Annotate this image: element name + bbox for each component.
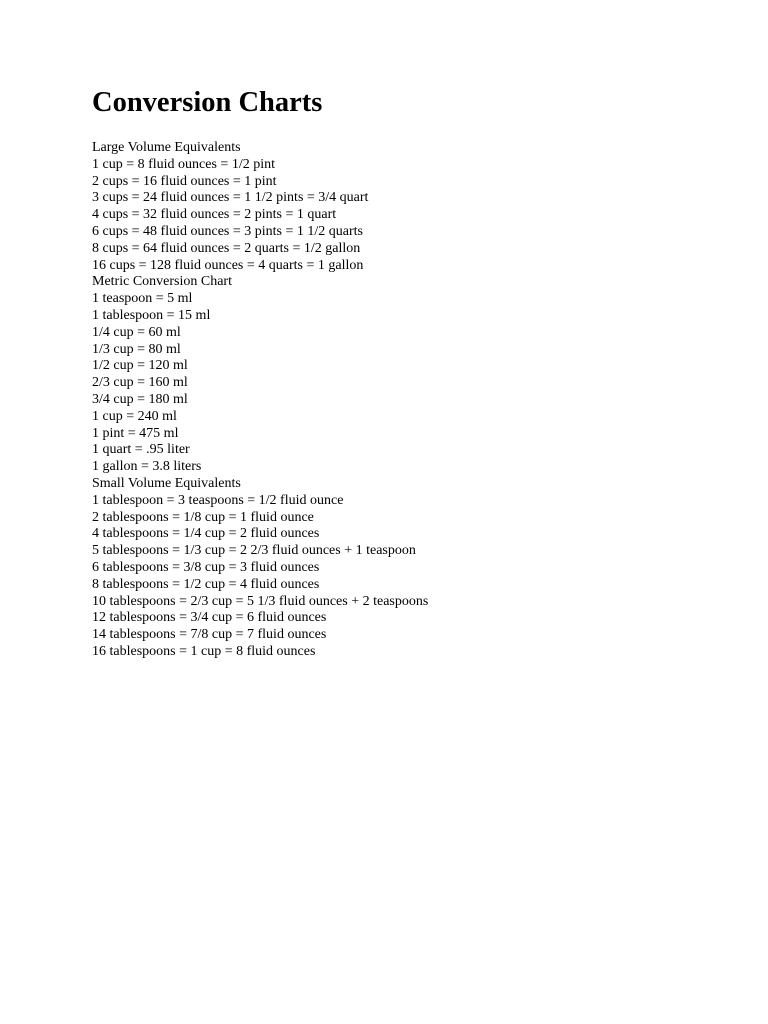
conversion-line: 3/4 cup = 180 ml	[92, 391, 188, 407]
conversion-line: 12 tablespoons = 3/4 cup = 6 fluid ounces	[92, 610, 327, 626]
conversion-line: 6 tablespoons = 3/8 cup = 3 fluid ounces	[92, 559, 320, 575]
conversion-line: 2 tablespoons = 1/8 cup = 1 fluid ounce	[92, 509, 314, 525]
conversion-line: 4 cups = 32 fluid ounces = 2 pints = 1 quart	[92, 207, 337, 223]
conversion-line: 16 tablespoons = 1 cup = 8 fluid ounces	[92, 643, 316, 659]
page-title: Conversion Charts	[92, 87, 323, 118]
conversion-line: 1/4 cup = 60 ml	[92, 324, 181, 340]
section-large-volume	[92, 140, 732, 274]
section-metric	[92, 274, 732, 476]
conversion-line: 16 cups = 128 fluid ounces = 4 quarts = 1 gallon	[92, 257, 364, 273]
conversion-line: 8 cups = 64 fluid ounces = 2 quarts = 1/2 gallon	[92, 240, 361, 256]
conversion-line: 5 tablespoons = 1/3 cup = 2 2/3 fluid ounces + 1 teaspoon	[92, 543, 416, 559]
conversion-line: 1 cup = 240 ml	[92, 408, 177, 424]
conversion-line: 6 cups = 48 fluid ounces = 3 pints = 1 1/2 quarts	[92, 223, 363, 239]
conversion-line: 1 tablespoon = 15 ml	[92, 307, 211, 323]
conversion-line: 2 cups = 16 fluid ounces = 1 pint	[92, 173, 277, 189]
conversion-line: 1 gallon = 3.8 liters	[92, 459, 202, 475]
section-heading: Metric Conversion Chart	[92, 274, 232, 290]
conversion-line: 1 tablespoon = 3 teaspoons = 1/2 fluid ounce	[92, 492, 344, 508]
section-heading: Small Volume Equivalents	[92, 475, 241, 491]
conversion-line: 3 cups = 24 fluid ounces = 1 1/2 pints = 3/4 quart	[92, 190, 369, 206]
section-heading: Large Volume Equivalents	[92, 140, 241, 155]
conversion-line: 1 cup = 8 fluid ounces = 1/2 pint	[92, 156, 275, 172]
conversion-line: 1 quart = .95 liter	[92, 442, 190, 458]
conversion-line: 10 tablespoons = 2/3 cup = 5 1/3 fluid ounces + 2 teaspoons	[92, 593, 429, 609]
document-page	[92, 86, 732, 661]
conversion-line: 2/3 cup = 160 ml	[92, 375, 188, 391]
conversion-line: 1/3 cup = 80 ml	[92, 341, 181, 357]
conversion-line: 1 pint = 475 ml	[92, 425, 179, 441]
conversion-line: 14 tablespoons = 7/8 cup = 7 fluid ounces	[92, 627, 327, 643]
conversion-line: 4 tablespoons = 1/4 cup = 2 fluid ounces	[92, 526, 320, 542]
conversion-line: 1 teaspoon = 5 ml	[92, 291, 193, 307]
conversion-line: 8 tablespoons = 1/2 cup = 4 fluid ounces	[92, 576, 320, 592]
conversion-line: 1/2 cup = 120 ml	[92, 358, 188, 374]
section-small-volume	[92, 476, 732, 661]
